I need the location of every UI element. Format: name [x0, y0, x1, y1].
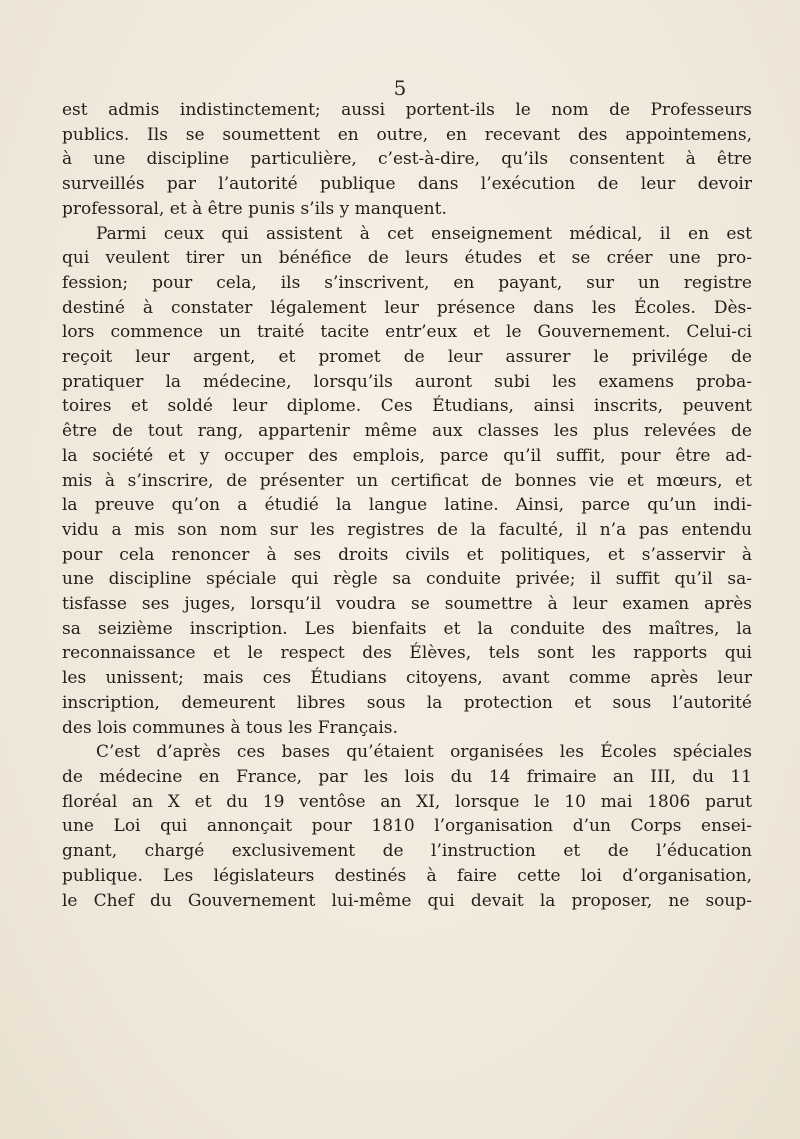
text-line: pratiquer la médecine, lorsqu’ils auront subi les examens proba- — [62, 371, 752, 392]
paragraph — [62, 740, 752, 913]
text-line: inscription, demeurent libres sous la protection et sous l’autorité — [62, 692, 752, 713]
text-line: une Loi qui annonçait pour 1810 l’organisation d’un Corps ensei- — [62, 816, 752, 837]
text-line: destiné à constater légalement leur présence dans les Écoles. Dès- — [62, 297, 752, 318]
paragraph — [62, 222, 752, 741]
text-line: reconnaissance et le respect des Élèves, tels sont les rapports qui — [62, 643, 752, 664]
text-line: le Chef du Gouvernement lui-même qui devait la proposer, ne soup- — [62, 890, 752, 911]
text-line: professoral, et à être punis s’ils y manquent. — [62, 198, 447, 219]
text-line: à une discipline particulière, c’est-à-dire, qu’ils consentent à être — [62, 149, 752, 170]
text-line: les unissent; mais ces Étudians citoyens, avant comme après leur — [62, 668, 752, 689]
text-line: publics. Ils se soumettent en outre, en recevant des appointemens, — [62, 124, 752, 145]
text-line: gnant, chargé exclusivement de l’instruction et de l’éducation — [62, 841, 752, 862]
text-line: publique. Les législateurs destinés à faire cette loi d’organisation, — [62, 865, 752, 886]
text-line: de médecine en France, par les lois du 14 frimaire an III, du 11 — [62, 766, 752, 787]
text-line: des lois communes à tous les Français. — [62, 717, 398, 738]
paragraph — [62, 98, 752, 222]
text-line: C’est d’après ces bases qu’étaient organisées les Écoles spéciales — [96, 742, 752, 763]
text-line: surveillés par l’autorité publique dans l’exécution de leur devoir — [62, 174, 752, 195]
text-line: toires et soldé leur diplome. Ces Étudians, ainsi inscrits, peuvent — [62, 396, 752, 417]
page-number: 5 — [393, 76, 407, 100]
text-line: fession; pour cela, ils s’inscrivent, en payant, sur un registre — [62, 272, 752, 293]
text-line: lors commence un traité tacite entr’eux et le Gouvernement. Celui-ci — [62, 322, 752, 343]
text-line: sa seizième inscription. Les bienfaits et la conduite des maîtres, la — [62, 618, 752, 639]
text-line: une discipline spéciale qui règle sa conduite privée; il suffit qu’il sa- — [62, 569, 752, 590]
text-line: la preuve qu’on a étudié la langue latine. Ainsi, parce qu’un indi- — [62, 495, 752, 516]
text-line: est admis indistinctement; aussi portent-ils le nom de Professeurs — [62, 100, 752, 120]
text-line: être de tout rang, appartenir même aux classes les plus relevées de — [62, 421, 752, 442]
text-line: pour cela renoncer à ses droits civils et politiques, et s’asservir à — [62, 544, 752, 565]
text-line: mis à s’inscrire, de présenter un certificat de bonnes vie et mœurs, et — [62, 470, 752, 491]
text-line: reçoit leur argent, et promet de leur assurer le privilége de — [62, 347, 752, 368]
text-line: vidu a mis son nom sur les registres de la faculté, il n’a pas entendu — [62, 519, 752, 540]
text-line: qui veulent tirer un bénéfice de leurs études et se créer une pro- — [62, 248, 752, 269]
text-line: tisfasse ses juges, lorsqu’il voudra se soumettre à leur examen après — [62, 594, 752, 615]
text-line: la société et y occuper des emplois, parce qu’il suffit, pour être ad- — [62, 445, 752, 466]
body-text — [62, 98, 752, 913]
text-line: floréal an X et du 19 ventôse an XI, lorsque le 10 mai 1806 parut — [62, 791, 752, 812]
text-line: Parmi ceux qui assistent à cet enseignement médical, il en est — [96, 223, 752, 244]
